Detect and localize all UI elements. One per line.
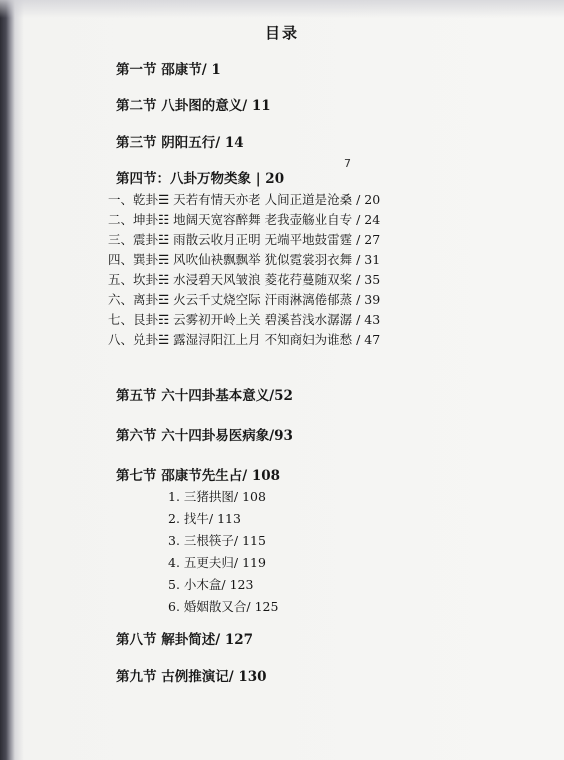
section-7: 第七节 邵康节先生占/ 108	[116, 468, 281, 484]
trigram-entry: 三、震卦☳ 雨散云收月正明 无端平地鼓雷霆 / 27	[108, 232, 381, 247]
section-3: 第三节 阴阳五行/ 14	[116, 135, 244, 151]
case-entry: 4. 五更夫归/ 119	[168, 555, 266, 570]
trigram-entry: 五、坎卦☵ 水浸碧天风皱浪 菱花荇蔓随双桨 / 35	[108, 272, 381, 287]
trigram-entry: 四、巽卦☴ 风吹仙袂飘飘举 犹似霓裳羽衣舞 / 31	[108, 252, 381, 267]
case-entry: 2. 找牛/ 113	[168, 511, 241, 526]
stray-pen-mark: 7	[344, 157, 351, 170]
case-entry: 6. 婚姻散又合/ 125	[168, 599, 279, 614]
section-2: 第二节 八卦图的意义/ 11	[116, 98, 271, 114]
trigram-entry: 八、兑卦☱ 露湿浔阳江上月 不知商妇为谁愁 / 47	[108, 332, 381, 347]
case-entry: 1. 三猪拱图/ 108	[168, 489, 266, 504]
section-9: 第九节 古例推演记/ 130	[116, 669, 267, 685]
trigram-entry: 七、艮卦☶ 云雾初开岭上关 碧溪苔浅水潺潺 / 43	[108, 312, 381, 327]
section-6: 第六节 六十四卦易医病象/93	[116, 428, 293, 444]
section-4: 第四节：八卦万物类象 | 20	[116, 171, 285, 187]
toc-title: 目录	[264, 24, 299, 42]
trigram-entry: 二、坤卦☷ 地阔天宽容醉舞 老我壶觞业自专 / 24	[108, 212, 381, 227]
case-entry: 3. 三根筷子/ 115	[168, 533, 266, 548]
section-5: 第五节 六十四卦基本意义/52	[116, 388, 293, 404]
section-8: 第八节 解卦简述/ 127	[116, 632, 254, 648]
trigram-entry: 一、乾卦☰ 天若有情天亦老 人间正道是沧桑 / 20	[108, 192, 381, 207]
case-entry: 5. 小木盒/ 123	[168, 577, 254, 592]
section-1: 第一节 邵康节/ 1	[116, 62, 221, 78]
top-shadow	[0, 0, 564, 18]
trigram-entry: 六、离卦☲ 火云千丈烧空际 汗雨淋漓倦郁蒸 / 39	[108, 292, 381, 307]
